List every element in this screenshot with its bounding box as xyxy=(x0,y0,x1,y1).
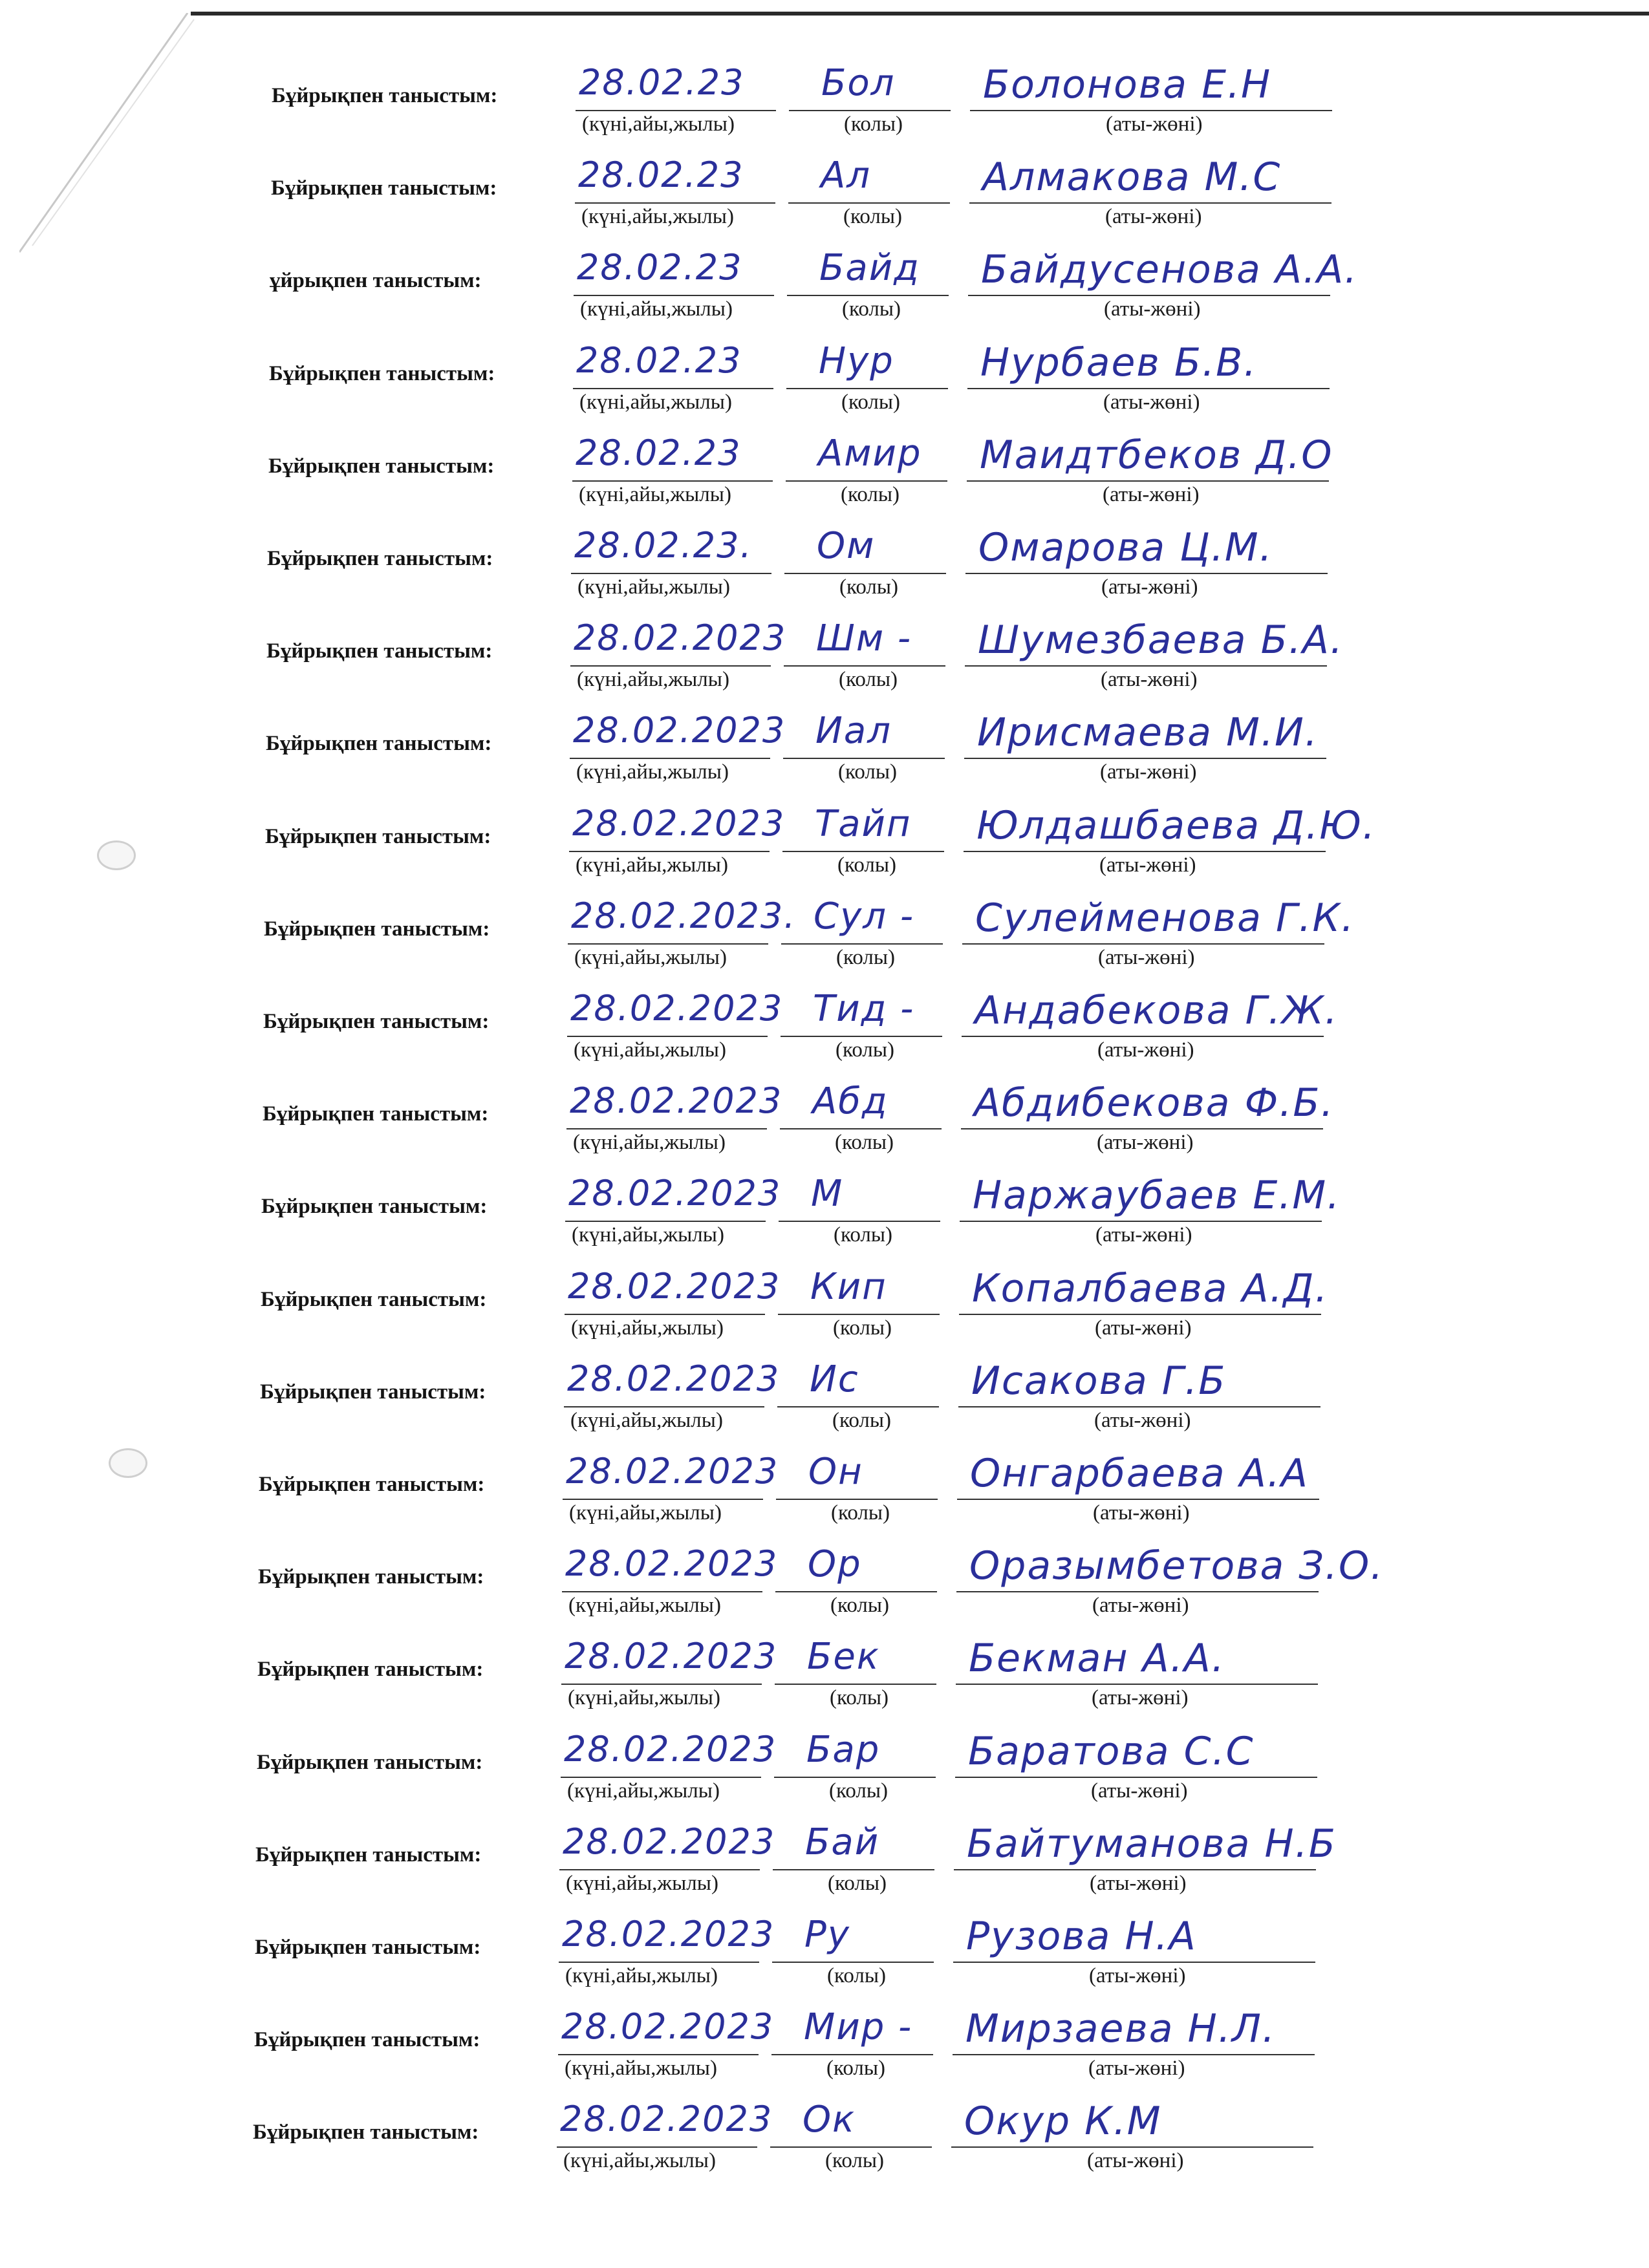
name-caption: (аты-жөні) xyxy=(1097,1131,1194,1154)
signature-caption: (колы) xyxy=(826,2057,886,2080)
signature-line xyxy=(775,1684,936,1685)
date-caption: (күні,айы,жылы) xyxy=(581,205,734,228)
date-caption: (күні,айы,жылы) xyxy=(567,1779,720,1803)
punch-hole-top xyxy=(97,840,136,870)
signature-line xyxy=(784,573,946,574)
handwritten-signature: Тид - xyxy=(813,988,915,1030)
date-line xyxy=(575,202,775,204)
date-line xyxy=(568,943,768,945)
signature-line xyxy=(789,110,951,111)
signature-caption: (колы) xyxy=(841,483,900,506)
handwritten-date: 28.02.2023 xyxy=(566,1451,779,1492)
acknowledgement-row xyxy=(255,1914,1565,2013)
date-caption: (күні,айы,жылы) xyxy=(572,1223,724,1246)
handwritten-date: 28.02.2023 xyxy=(568,1266,781,1307)
handwritten-date: 28.02.23 xyxy=(577,247,743,288)
acknowledgement-row xyxy=(266,617,1565,717)
handwritten-signature: Ок xyxy=(803,2099,856,2141)
handwritten-name: Баратова С.С xyxy=(968,1729,1255,1774)
name-line xyxy=(964,851,1326,852)
acknowledgement-row xyxy=(257,1729,1565,1828)
row-label: Бұйрықпен таныстым: xyxy=(260,1380,486,1404)
handwritten-date: 28.02.2023. xyxy=(571,895,797,936)
signature-line xyxy=(781,943,943,945)
acknowledgement-row xyxy=(265,803,1565,903)
acknowledgement-row xyxy=(266,710,1565,809)
date-caption: (күні,айы,жылы) xyxy=(582,112,735,136)
name-caption: (аты-жөні) xyxy=(1101,575,1198,599)
date-line xyxy=(562,1591,762,1592)
name-caption: (аты-жөні) xyxy=(1100,760,1197,784)
row-label: Бұйрықпен таныстым: xyxy=(253,2121,479,2144)
name-caption: (аты-жөні) xyxy=(1089,1964,1186,1987)
date-line xyxy=(565,1314,765,1315)
signature-line xyxy=(770,2146,932,2148)
name-line xyxy=(965,573,1328,574)
date-caption: (күні,айы,жылы) xyxy=(573,1131,726,1154)
handwritten-date: 28.02.2023 xyxy=(570,1080,783,1121)
date-line xyxy=(566,1128,767,1129)
name-caption: (аты-жөні) xyxy=(1095,1223,1192,1246)
signature-caption: (колы) xyxy=(834,1223,893,1246)
handwritten-signature: Бар xyxy=(806,1729,881,1771)
handwritten-name: Юлдашбаева Д.Ю. xyxy=(976,803,1376,848)
signature-line xyxy=(783,758,945,759)
acknowledgement-row xyxy=(259,1451,1565,1550)
date-line xyxy=(559,1869,760,1870)
acknowledgement-row xyxy=(261,1173,1565,1272)
handwritten-date: 28.02.2023 xyxy=(570,988,784,1029)
signature-caption: (колы) xyxy=(829,1779,889,1803)
handwritten-date: 28.02.23 xyxy=(578,155,744,195)
date-caption: (күні,айы,жылы) xyxy=(569,1501,722,1524)
date-line xyxy=(564,1406,764,1407)
signature-caption: (колы) xyxy=(835,1131,894,1154)
acknowledgement-row xyxy=(263,988,1565,1087)
name-line xyxy=(953,2054,1315,2055)
handwritten-signature: Абд xyxy=(812,1080,889,1122)
handwritten-name: Шумезбаева Б.А. xyxy=(978,617,1344,663)
handwritten-date: 28.02.2023 xyxy=(567,1358,781,1399)
handwritten-signature: Ор xyxy=(808,1543,862,1585)
handwritten-date: 28.02.2023 xyxy=(572,803,786,844)
date-caption: (күні,айы,жылы) xyxy=(580,297,733,321)
date-caption: (күні,айы,жылы) xyxy=(566,1872,718,1895)
signature-caption: (колы) xyxy=(837,853,897,877)
name-line xyxy=(954,1869,1316,1870)
name-line xyxy=(970,110,1332,111)
row-label: Бұйрықпен таныстым: xyxy=(266,639,493,663)
signature-line xyxy=(773,1869,934,1870)
handwritten-name: Мирзаева Н.Л. xyxy=(965,2006,1277,2051)
date-line xyxy=(559,1962,759,1963)
handwritten-date: 28.02.2023 xyxy=(564,1729,777,1770)
date-line xyxy=(572,480,773,482)
date-line xyxy=(574,295,774,296)
handwritten-signature: Тайп xyxy=(815,803,912,845)
handwritten-name: Онгарбаева А.А xyxy=(970,1451,1309,1496)
row-label: Бұйрықпен таныстым: xyxy=(266,732,492,755)
acknowledgement-row xyxy=(257,1636,1565,1735)
date-caption: (күні,айы,жылы) xyxy=(577,575,730,599)
handwritten-name: Омарова Ц.М. xyxy=(978,525,1273,570)
name-caption: (аты-жөні) xyxy=(1093,1501,1190,1524)
name-line xyxy=(962,943,1324,945)
row-label: Бұйрықпен таныстым: xyxy=(265,825,491,848)
handwritten-name: Бекман А.А. xyxy=(969,1636,1225,1681)
date-line xyxy=(569,851,770,852)
page-top-edge xyxy=(191,12,1649,16)
row-label: Бұйрықпен таныстым: xyxy=(271,177,497,200)
signature-caption: (колы) xyxy=(844,112,903,136)
row-label: Бұйрықпен таныстым: xyxy=(255,1843,482,1867)
signature-caption: (колы) xyxy=(835,1038,895,1062)
name-line xyxy=(959,1314,1321,1315)
handwritten-date: 28.02.23 xyxy=(576,433,742,473)
date-caption: (күні,айы,жылы) xyxy=(565,1964,718,1987)
date-caption: (күні,айы,жылы) xyxy=(568,1594,721,1617)
name-line xyxy=(956,1591,1319,1592)
handwritten-date: 28.02.2023 xyxy=(565,1543,779,1584)
date-caption: (күні,айы,жылы) xyxy=(563,2149,716,2172)
date-caption: (күні,айы,жылы) xyxy=(565,2057,717,2080)
date-line xyxy=(576,110,776,111)
handwritten-name: Окур К.М xyxy=(964,2099,1162,2144)
handwritten-signature: М xyxy=(811,1173,844,1215)
row-label: Бұйрықпен таныстым: xyxy=(268,455,495,478)
handwritten-signature: Кип xyxy=(810,1266,887,1308)
handwritten-date: 28.02.2023 xyxy=(563,1821,776,1862)
signature-line xyxy=(771,2054,933,2055)
handwritten-date: 28.02.2023 xyxy=(562,1914,775,1954)
handwritten-name: Байдусенова А.А. xyxy=(981,247,1359,292)
signature-line xyxy=(786,480,947,482)
date-line xyxy=(565,1221,766,1222)
row-label: Бұйрықпен таныстым: xyxy=(258,1565,484,1589)
acknowledgement-row xyxy=(269,340,1565,440)
handwritten-signature: Сул - xyxy=(814,895,915,937)
name-caption: (аты-жөні) xyxy=(1103,483,1200,506)
signature-caption: (колы) xyxy=(827,1964,887,1987)
row-label: Бұйрықпен таныстым: xyxy=(264,917,490,941)
handwritten-date: 28.02.2023 xyxy=(565,1636,778,1676)
date-caption: (күні,айы,жылы) xyxy=(570,1409,723,1432)
row-label: Бұйрықпен таныстым: xyxy=(269,362,495,385)
handwritten-signature: Ру xyxy=(804,1914,850,1956)
acknowledgement-row xyxy=(253,2099,1565,2198)
signature-caption: (колы) xyxy=(832,1409,892,1432)
name-line xyxy=(953,1962,1315,1963)
signature-caption: (колы) xyxy=(838,760,898,784)
signature-line xyxy=(786,388,948,389)
handwritten-date: 28.02.23 xyxy=(576,340,742,381)
name-caption: (аты-жөні) xyxy=(1103,390,1200,414)
name-line xyxy=(960,1221,1322,1222)
signature-caption: (колы) xyxy=(839,668,898,691)
handwritten-name: Болонова Е.Н xyxy=(983,62,1272,107)
handwritten-name: Маидтбеков Д.О xyxy=(980,433,1333,478)
signature-caption: (колы) xyxy=(843,205,903,228)
acknowledgement-row xyxy=(272,62,1565,162)
signature-line xyxy=(778,1314,940,1315)
handwritten-signature: Амир xyxy=(818,433,922,475)
name-line xyxy=(957,1499,1319,1500)
signature-caption: (колы) xyxy=(842,297,901,321)
date-caption: (күні,айы,жылы) xyxy=(577,668,729,691)
signature-line xyxy=(775,1591,937,1592)
row-label: ұйрықпен таныстым: xyxy=(270,269,482,292)
signature-line xyxy=(780,1128,942,1129)
acknowledgement-row xyxy=(261,1266,1565,1365)
name-line xyxy=(961,1128,1323,1129)
name-caption: (аты-жөні) xyxy=(1092,1686,1189,1709)
date-caption: (күні,айы,жылы) xyxy=(576,760,729,784)
signature-line xyxy=(782,851,944,852)
signature-caption: (колы) xyxy=(830,1686,889,1709)
handwritten-date: 28.02.2023 xyxy=(560,2099,773,2139)
date-line xyxy=(573,388,773,389)
name-caption: (аты-жөні) xyxy=(1095,1316,1192,1340)
signature-caption: (колы) xyxy=(825,2149,885,2172)
date-line xyxy=(571,573,771,574)
handwritten-name: Исакова Г.Б xyxy=(971,1358,1227,1404)
handwritten-date: 28.02.2023 xyxy=(561,2006,775,2047)
punch-hole-bottom xyxy=(109,1448,147,1478)
handwritten-signature: Ис xyxy=(810,1358,859,1400)
handwritten-signature: Мир - xyxy=(804,2006,913,2048)
row-label: Бұйрықпен таныстым: xyxy=(261,1288,487,1311)
acknowledgement-row xyxy=(263,1080,1565,1180)
date-caption: (күні,айы,жылы) xyxy=(579,483,731,506)
name-line xyxy=(964,758,1326,759)
date-line xyxy=(567,1036,768,1037)
name-line xyxy=(965,665,1327,667)
row-label: Бұйрықпен таныстым: xyxy=(263,1010,490,1033)
name-caption: (аты-жөні) xyxy=(1094,1409,1191,1432)
row-label: Бұйрықпен таныстым: xyxy=(261,1195,488,1218)
name-line xyxy=(956,1684,1318,1685)
acknowledgement-row xyxy=(264,895,1565,995)
handwritten-name: Абдибекова Ф.Б. xyxy=(974,1080,1335,1126)
signature-caption: (колы) xyxy=(831,1501,890,1524)
acknowledgement-row xyxy=(270,247,1565,347)
handwritten-signature: Он xyxy=(808,1451,863,1493)
acknowledgement-row xyxy=(258,1543,1565,1643)
handwritten-signature: Иал xyxy=(815,710,892,752)
name-caption: (аты-жөні) xyxy=(1101,668,1198,691)
handwritten-name: Андабекова Г.Ж. xyxy=(975,988,1339,1033)
handwritten-signature: Ом xyxy=(817,525,876,567)
date-caption: (күні,айы,жылы) xyxy=(576,853,728,877)
signature-line xyxy=(774,1777,936,1778)
name-line xyxy=(969,202,1331,204)
date-caption: (күні,айы,жылы) xyxy=(574,946,727,969)
handwritten-signature: Бай xyxy=(805,1821,880,1863)
signature-line xyxy=(779,1221,940,1222)
name-caption: (аты-жөні) xyxy=(1090,1872,1187,1895)
signature-line xyxy=(787,295,949,296)
row-label: Бұйрықпен таныстым: xyxy=(257,1751,483,1774)
handwritten-signature: Байд xyxy=(819,247,920,289)
name-caption: (аты-жөні) xyxy=(1088,2057,1185,2080)
name-line xyxy=(967,388,1330,389)
date-line xyxy=(570,758,770,759)
signature-line xyxy=(777,1406,939,1407)
handwritten-name: Алмакова М.С xyxy=(982,155,1282,200)
handwritten-name: Сулейменова Г.К. xyxy=(975,895,1355,941)
name-caption: (аты-жөні) xyxy=(1105,205,1202,228)
handwritten-date: 28.02.23 xyxy=(579,62,745,103)
name-caption: (аты-жөні) xyxy=(1087,2149,1184,2172)
date-caption: (күні,айы,жылы) xyxy=(574,1038,726,1062)
acknowledgement-row xyxy=(260,1358,1565,1458)
handwritten-signature: Бол xyxy=(821,62,896,104)
date-caption: (күні,айы,жылы) xyxy=(568,1686,720,1709)
name-caption: (аты-жөні) xyxy=(1092,1594,1189,1617)
row-label: Бұйрықпен таныстым: xyxy=(254,2028,480,2051)
date-line xyxy=(558,2054,759,2055)
signature-caption: (колы) xyxy=(830,1594,890,1617)
handwritten-name: Оразымбетова З.О. xyxy=(969,1543,1385,1589)
name-line xyxy=(958,1406,1320,1407)
signature-line xyxy=(788,202,950,204)
name-caption: (аты-жөні) xyxy=(1106,112,1203,136)
date-line xyxy=(557,2146,757,2148)
handwritten-signature: Ал xyxy=(821,155,872,197)
row-label: Бұйрықпен таныстым: xyxy=(257,1658,484,1681)
name-line xyxy=(967,480,1329,482)
handwritten-date: 28.02.2023 xyxy=(568,1173,782,1214)
row-label: Бұйрықпен таныстым: xyxy=(272,84,498,107)
handwritten-signature: Нур xyxy=(819,340,894,382)
name-line xyxy=(955,1777,1317,1778)
handwritten-name: Наржаубаев Е.М. xyxy=(973,1173,1341,1218)
name-caption: (аты-жөні) xyxy=(1099,853,1196,877)
name-line xyxy=(951,2146,1313,2148)
signature-line xyxy=(781,1036,942,1037)
date-line xyxy=(570,665,771,667)
folded-corner-mark xyxy=(19,13,226,259)
acknowledgement-row xyxy=(267,525,1565,625)
signature-caption: (колы) xyxy=(828,1872,887,1895)
name-line xyxy=(968,295,1330,296)
row-label: Бұйрықпен таныстым: xyxy=(267,547,493,570)
signature-caption: (колы) xyxy=(836,946,896,969)
date-line xyxy=(561,1777,761,1778)
handwritten-name: Рузова Н.А xyxy=(966,1914,1197,1959)
handwritten-signature: Шм - xyxy=(816,617,912,659)
signature-line xyxy=(772,1962,934,1963)
signature-line xyxy=(776,1499,938,1500)
date-line xyxy=(561,1684,762,1685)
handwritten-name: Ирисмаева М.И. xyxy=(977,710,1319,755)
signature-caption: (колы) xyxy=(841,390,901,414)
acknowledgement-row xyxy=(255,1821,1565,1921)
handwritten-signature: Бек xyxy=(807,1636,880,1678)
signature-caption: (колы) xyxy=(839,575,899,599)
name-line xyxy=(962,1036,1324,1037)
acknowledgement-row xyxy=(254,2006,1565,2106)
name-caption: (аты-жөні) xyxy=(1091,1779,1188,1803)
row-label: Бұйрықпен таныстым: xyxy=(263,1102,489,1126)
handwritten-name: Нурбаев Б.В. xyxy=(980,340,1258,385)
handwritten-name: Копалбаева А.Д. xyxy=(972,1266,1329,1311)
signature-caption: (колы) xyxy=(833,1316,892,1340)
handwritten-name: Байтуманова Н.Б xyxy=(967,1821,1337,1867)
date-caption: (күні,айы,жылы) xyxy=(571,1316,724,1340)
row-label: Бұйрықпен таныстым: xyxy=(259,1473,485,1496)
name-caption: (аты-жөні) xyxy=(1097,1038,1194,1062)
acknowledgement-row xyxy=(268,433,1565,532)
date-line xyxy=(563,1499,763,1500)
handwritten-date: 28.02.2023 xyxy=(574,617,787,658)
date-caption: (күні,айы,жылы) xyxy=(579,390,732,414)
name-caption: (аты-жөні) xyxy=(1104,297,1201,321)
row-label: Бұйрықпен таныстым: xyxy=(255,1936,481,1959)
handwritten-date: 28.02.2023 xyxy=(573,710,786,751)
signature-line xyxy=(784,665,945,667)
acknowledgement-row xyxy=(271,155,1565,254)
name-caption: (аты-жөні) xyxy=(1098,946,1195,969)
handwritten-date: 28.02.23. xyxy=(574,525,753,566)
